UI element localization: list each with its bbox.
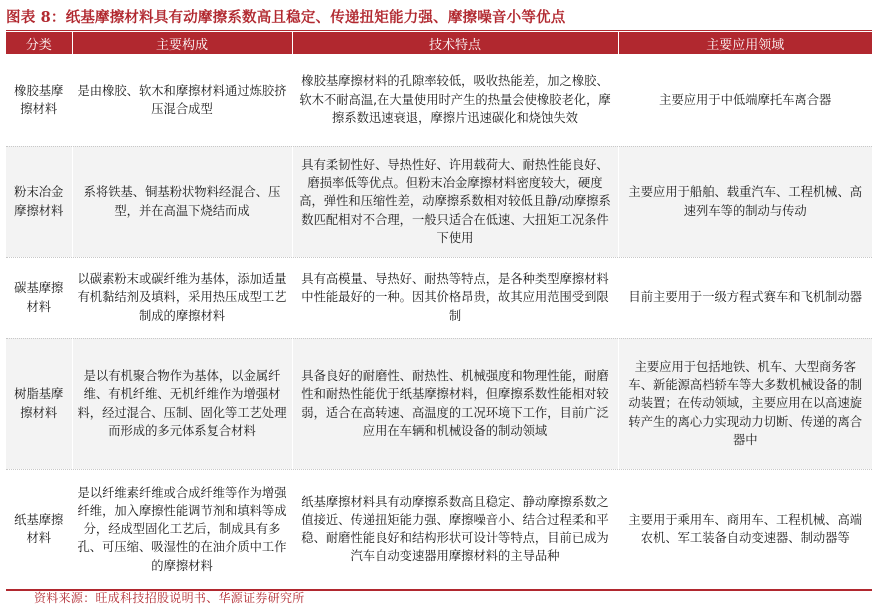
table-row [6, 338, 872, 469]
cell-category: 橡胶基摩擦材料 [6, 54, 72, 146]
cell-applications: 目前主要用于一级方程式赛车和飞机制动器 [618, 257, 872, 338]
cell-category: 树脂基摩擦材料 [6, 338, 72, 469]
cell-composition: 是由橡胶、软木和摩擦材料通过炼胶挤压混合成型 [72, 54, 292, 146]
cell-composition: 系将铁基、铜基粉状物料经混合、压型，并在高温下烧结而成 [72, 146, 292, 257]
cell-applications: 主要用于乘用车、商用车、工程机械、高端农机、军工装备自动变速器、制动器等 [618, 469, 872, 590]
cell-applications: 主要应用于中低端摩托车离合器 [618, 54, 872, 146]
cell-composition: 以碳素粉末或碳纤维为基体，添加适量有机黏结剂及填料，采用热压成型工艺制成的摩擦材料 [72, 257, 292, 338]
materials-comparison-table [6, 32, 872, 591]
header-composition: 主要构成 [72, 32, 292, 54]
source-note: 资料来源：旺成科技招股说明书、华源证券研究所 [34, 591, 305, 605]
cell-category: 粉末冶金摩擦材料 [6, 146, 72, 257]
header-features: 技术特点 [292, 32, 618, 54]
table-header-row [6, 32, 872, 54]
title-divider [6, 30, 872, 31]
header-category: 分类 [6, 32, 72, 54]
cell-category: 纸基摩擦材料 [6, 469, 72, 590]
table-row [6, 54, 872, 146]
cell-features: 具有高模量、导热好、耐热等特点，是各种类型摩擦材料中性能最好的一种。因其价格昂贵，故其应用范围受到限制 [292, 257, 618, 338]
table-row [6, 146, 872, 257]
cell-applications: 主要应用于包括地铁、机车、大型商务客车、新能源高档轿车等大多数机械设备的制动装置；在传动领域，主要应用在以高速旋转产生的离心力实现动力切断、传递的离合器中 [618, 338, 872, 469]
cell-applications: 主要应用于船舶、载重汽车、工程机械、高速列车等的制动与传动 [618, 146, 872, 257]
cell-composition: 是以纤维素纤维或合成纤维等作为增强纤维，加入摩擦性能调节剂和填料等成分，经成型固化工艺后，制成具有多孔、可压缩、吸湿性的在油介质中工作的摩擦材料 [72, 469, 292, 590]
cell-features: 橡胶基摩擦材料的孔隙率较低，吸收热能差，加之橡胶、软木不耐高温,在大量使用时产生的热量会使橡胶老化，摩擦系数迅速衰退，摩擦片迅速碳化和烧蚀失效 [292, 54, 618, 146]
cell-features: 具备良好的耐磨性、耐热性、机械强度和物理性能，耐磨性和耐热性能优于纸基摩擦材料，但摩擦系数性能相对较弱，适合在高转速、高温度的工况环境下工作，目前广泛应用在车辆和机械设备的制动领域 [292, 338, 618, 469]
table-row [6, 257, 872, 338]
table-row [6, 469, 872, 590]
cell-category: 碳基摩擦材料 [6, 257, 72, 338]
figure-title: 图表 8：纸基摩擦材料具有动摩擦系数高且稳定、传递扭矩能力强、摩擦噪音小等优点 [6, 9, 566, 26]
cell-features: 具有柔韧性好、导热性好、许用载荷大、耐热性能良好、磨损率低等优点。但粉末冶金摩擦材料密度较大，硬度高，弹性和压缩性差，动摩擦系数相对较低且静/动摩擦系数匹配相对不合理，一般只适合在低速、大扭矩工况条件下使用 [292, 146, 618, 257]
header-applications: 主要应用领域 [618, 32, 872, 54]
cell-features: 纸基摩擦材料具有动摩擦系数高且稳定、静动摩擦系数之值接近、传递扭矩能力强、摩擦噪音小、结合过程柔和平稳、耐磨性能良好和结构形状可设计等特点，目前已成为汽车自动变速器用摩擦材料的主导品种 [292, 469, 618, 590]
cell-composition: 是以有机聚合物作为基体，以金属纤维、有机纤维、无机纤维作为增强材料，经过混合、压制、固化等工艺处理而形成的多元体系复合材料 [72, 338, 292, 469]
